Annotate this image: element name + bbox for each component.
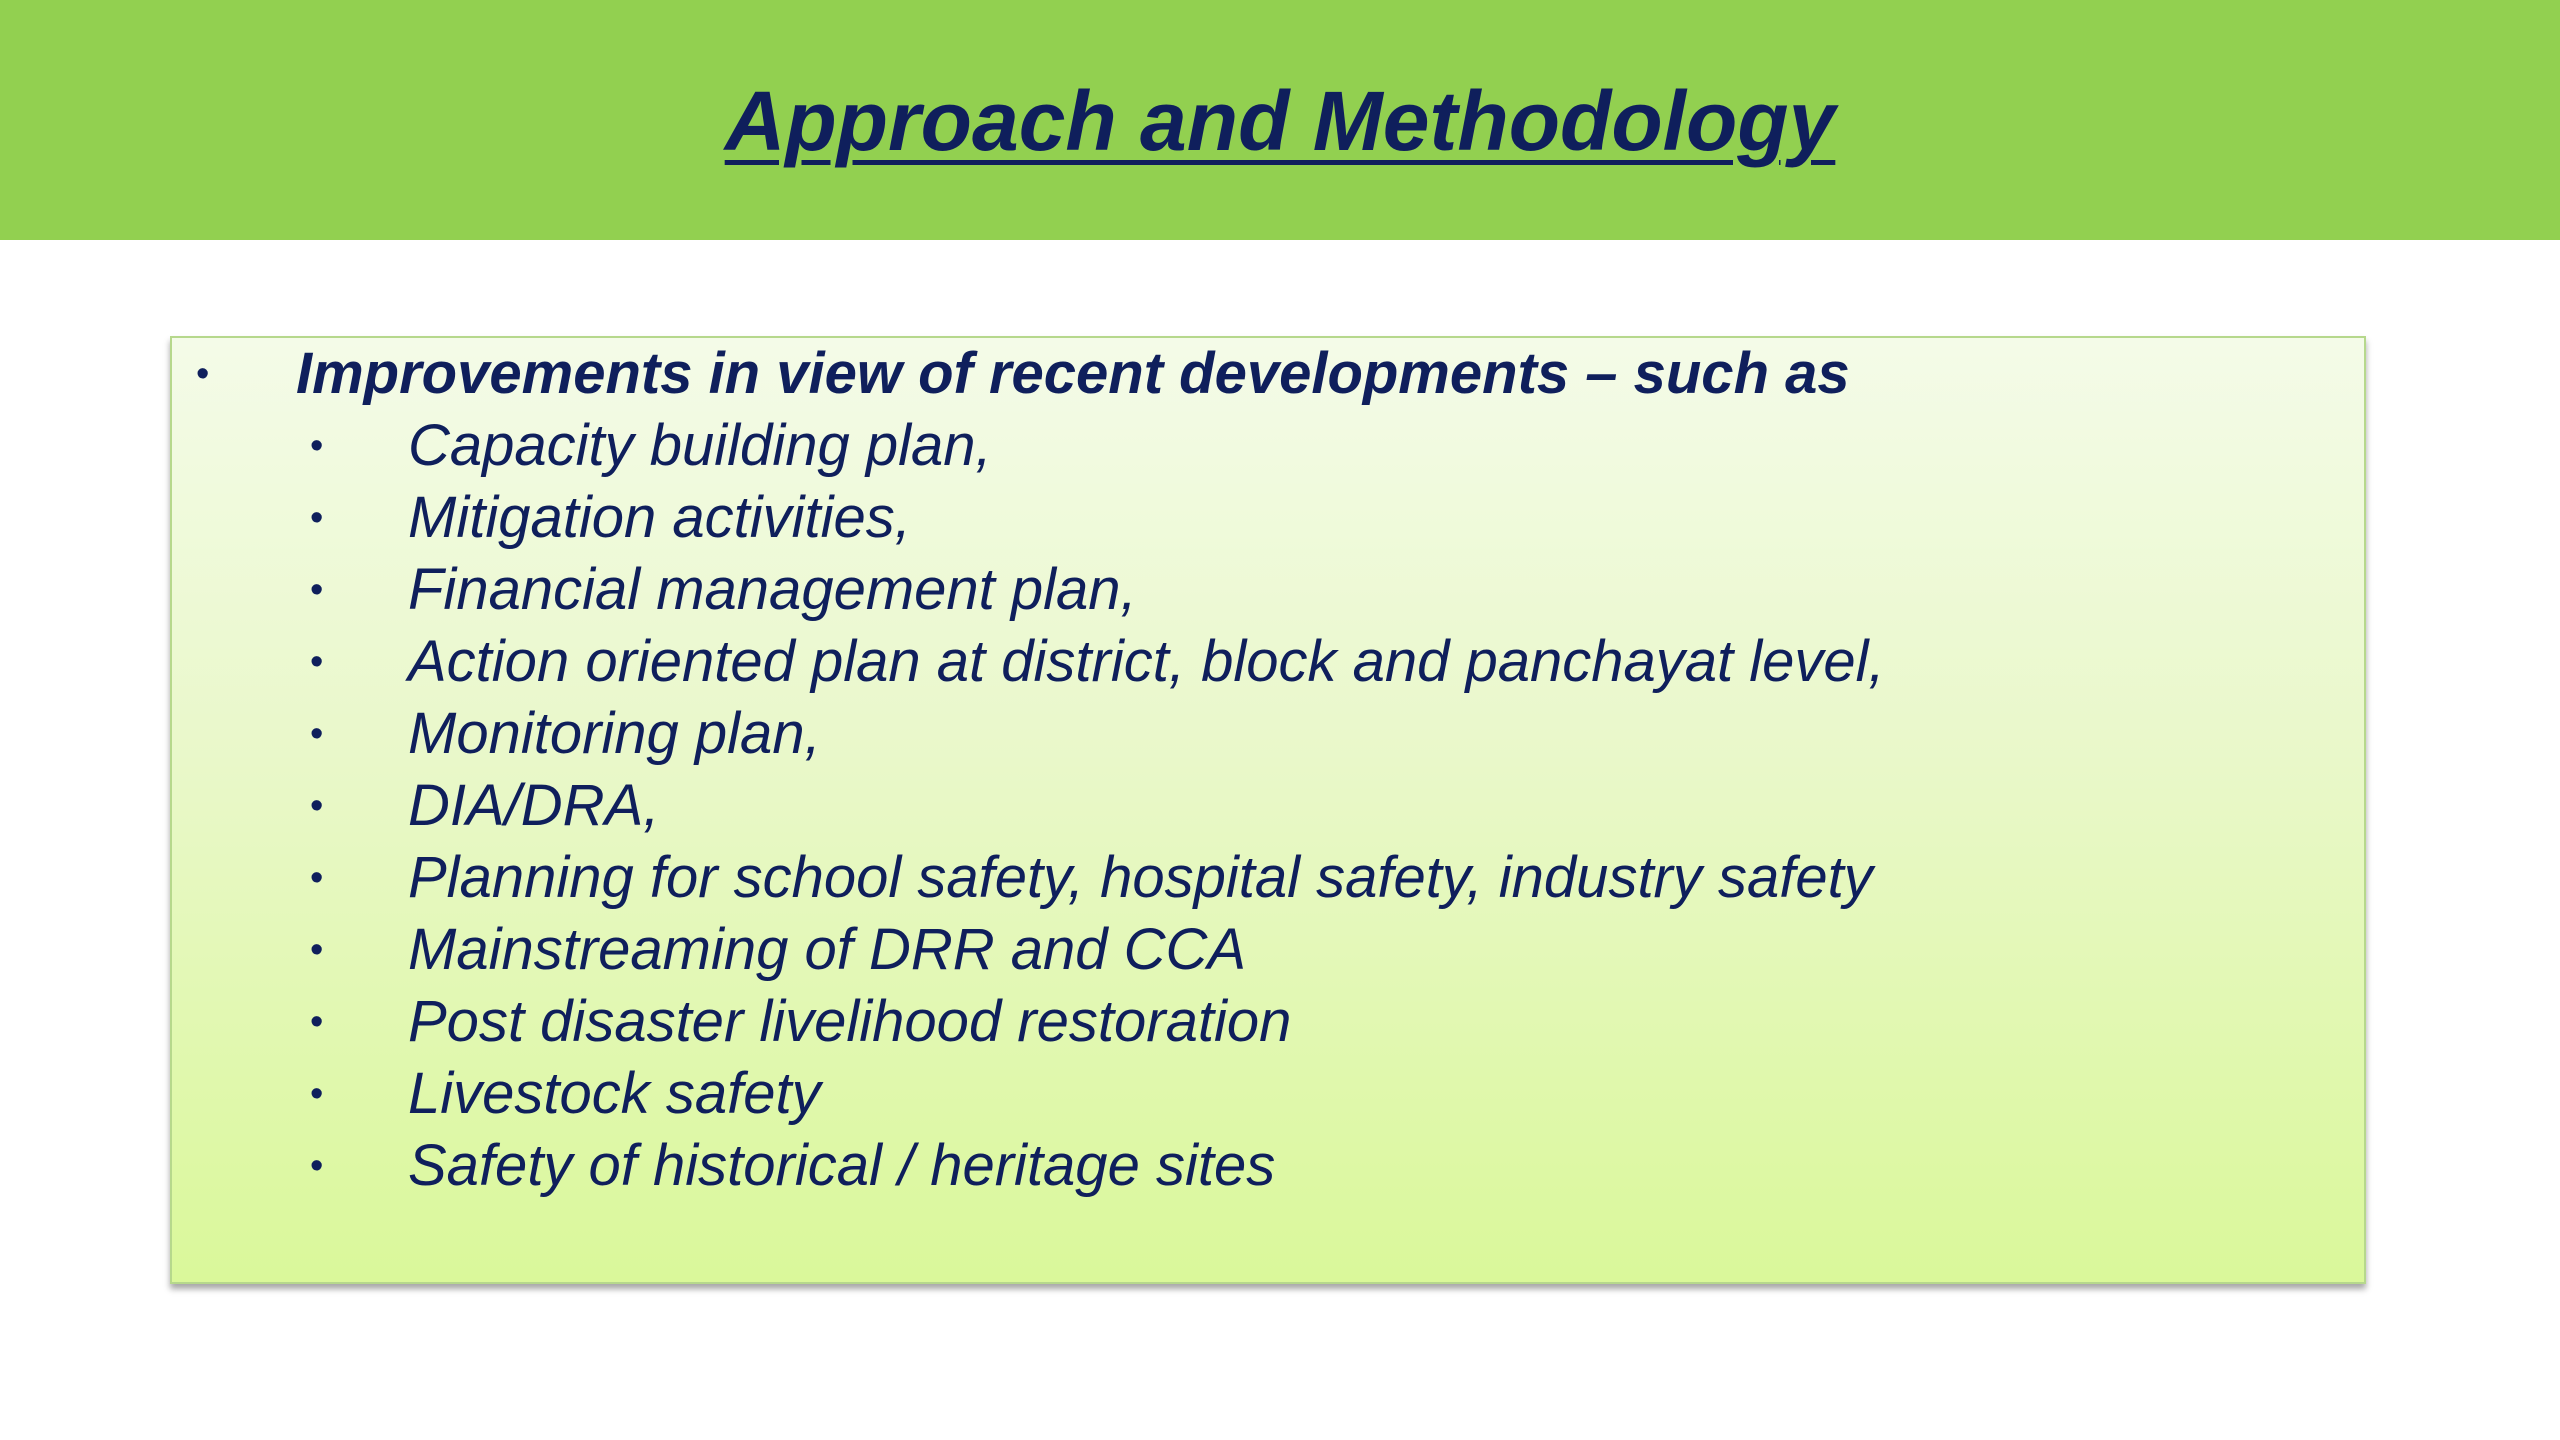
- bullet-dot-icon: •: [310, 857, 324, 899]
- sub-bullet-text: DIA/DRA,: [408, 773, 660, 838]
- slide-title: Approach and Methodology: [724, 74, 1836, 168]
- main-bullet-point: [172, 338, 2362, 410]
- sub-bullet-text: Post disaster livelihood restoration: [408, 989, 1292, 1054]
- bullet-dot-icon: •: [310, 1145, 324, 1187]
- sub-bullet-item: [172, 626, 2362, 698]
- sub-bullet-text: Livestock safety: [408, 1061, 821, 1126]
- bullet-dot-icon: •: [310, 641, 324, 683]
- bullet-dot-icon: •: [310, 785, 324, 827]
- sub-bullet-text: Mainstreaming of DRR and CCA: [408, 917, 1247, 982]
- bullet-dot-icon: •: [310, 1001, 324, 1043]
- sub-bullet-item: [172, 1130, 2362, 1202]
- sub-bullet-item: [172, 482, 2362, 554]
- sub-bullet-item: [172, 1058, 2362, 1130]
- sub-bullet-text: Mitigation activities,: [408, 485, 911, 550]
- sub-bullet-text: Safety of historical / heritage sites: [408, 1133, 1276, 1198]
- sub-bullet-item: [172, 842, 2362, 914]
- sub-bullet-item: [172, 914, 2362, 986]
- sub-bullet-item: [172, 986, 2362, 1058]
- sub-bullet-item: [172, 770, 2362, 842]
- sub-bullet-text: Capacity building plan,: [408, 413, 992, 478]
- content-box: [170, 336, 2366, 1284]
- sub-bullet-text: Action oriented plan at district, block and panchayat level,: [408, 629, 1885, 694]
- main-bullet-text: Improvements in view of recent developments – such as: [296, 341, 1850, 406]
- sub-bullet-text: Financial management plan,: [408, 557, 1137, 622]
- bullet-dot-icon: •: [196, 353, 210, 395]
- bullet-dot-icon: •: [310, 569, 324, 611]
- bullet-dot-icon: •: [310, 713, 324, 755]
- bullet-dot-icon: •: [310, 425, 324, 467]
- bullet-dot-icon: •: [310, 929, 324, 971]
- bullet-dot-icon: •: [310, 1073, 324, 1115]
- sub-bullet-text: Monitoring plan,: [408, 701, 821, 766]
- sub-bullet-item: [172, 698, 2362, 770]
- sub-bullet-text: Planning for school safety, hospital safety, industry safety: [408, 845, 1873, 910]
- sub-bullet-item: [172, 410, 2362, 482]
- bullet-dot-icon: •: [310, 497, 324, 539]
- sub-bullet-item: [172, 554, 2362, 626]
